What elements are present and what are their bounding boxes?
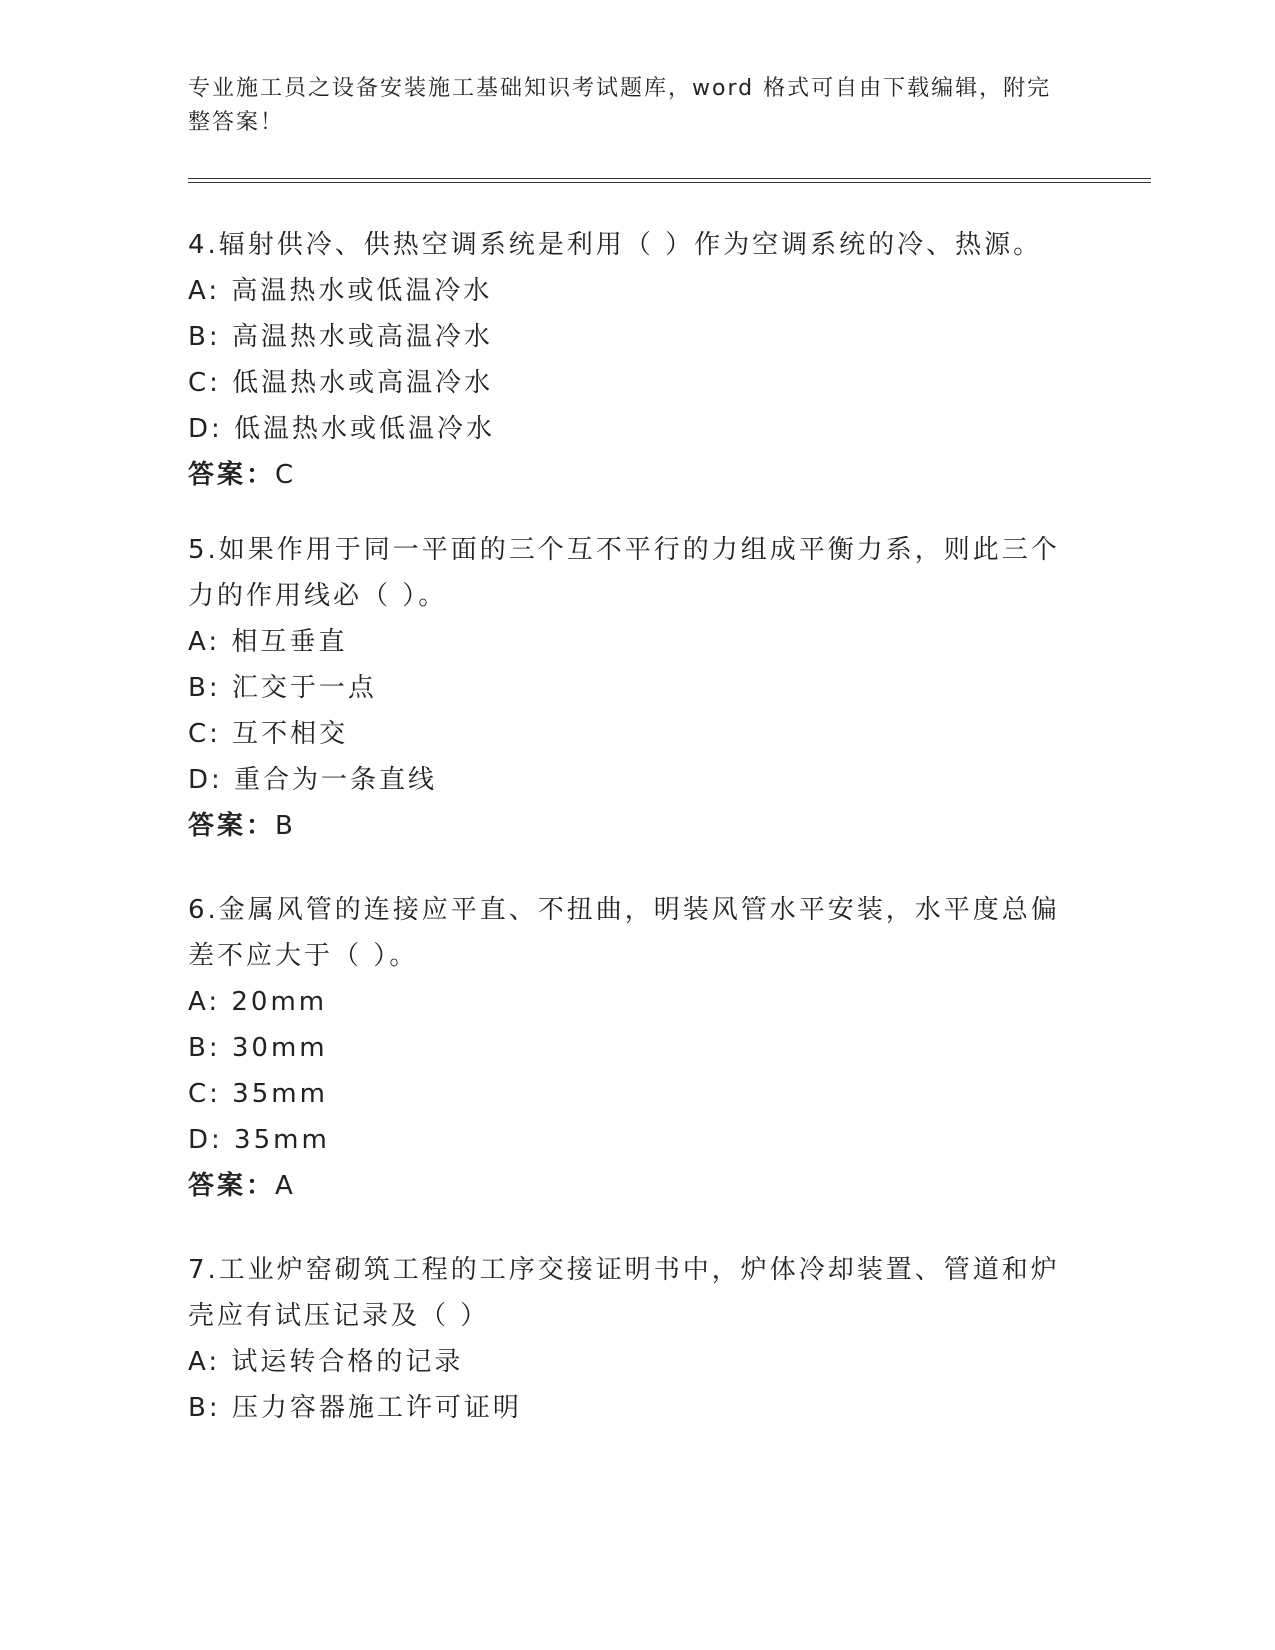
answer-label: 答案：: [188, 811, 276, 841]
answer-value: B: [275, 811, 296, 841]
option-a: A: 20mm: [188, 987, 328, 1017]
answer-line: [188, 452, 1068, 498]
option-b: B: 30mm: [188, 1033, 328, 1063]
option-a: A: 试运转合格的记录: [188, 1347, 464, 1377]
header-divider-bottom: [188, 182, 1151, 183]
answer-line: [188, 803, 1068, 849]
answer-value: A: [275, 1171, 296, 1201]
option-b: B: 汇交于一点: [188, 673, 377, 703]
question-stem: 6.金属风管的连接应平直、不扭曲，明装风管水平安装，水平度总偏差不应大于（ ）。: [188, 895, 1060, 971]
question-4: [188, 222, 1068, 498]
question-stem: 5.如果作用于同一平面的三个互不平行的力组成平衡力系，则此三个力的作用线必（ ）。: [188, 535, 1060, 611]
option-c: C: 低温热水或高温冷水: [188, 368, 494, 398]
answer-line: [188, 1163, 1068, 1209]
question-stem: 7.工业炉窑砌筑工程的工序交接证明书中，炉体冷却装置、管道和炉壳应有试压记录及（ ）: [188, 1255, 1060, 1331]
option-d: D: 35mm: [188, 1125, 330, 1155]
option-a: A: 高温热水或低温冷水: [188, 276, 493, 306]
question-7: [188, 1247, 1068, 1431]
question-6: [188, 887, 1068, 1209]
option-a: A: 相互垂直: [188, 627, 348, 657]
option-b: B: 高温热水或高温冷水: [188, 322, 493, 352]
option-d: D: 低温热水或低温冷水: [188, 414, 496, 444]
option-c: C: 35mm: [188, 1079, 328, 1109]
answer-label: 答案：: [188, 1171, 276, 1201]
question-5: [188, 527, 1068, 849]
option-b: B: 压力容器施工许可证明: [188, 1393, 522, 1423]
document-header: 专业施工员之设备安装施工基础知识考试题库，word 格式可自由下载编辑，附完整答案！: [188, 76, 1052, 135]
question-stem: 4.辐射供冷、供热空调系统是利用（ ）作为空调系统的冷、热源。: [188, 230, 1043, 260]
option-c: C: 互不相交: [188, 719, 349, 749]
header-divider-top: [188, 178, 1151, 179]
option-d: D: 重合为一条直线: [188, 765, 438, 795]
answer-value: C: [275, 460, 297, 490]
answer-label: 答案：: [188, 460, 276, 490]
